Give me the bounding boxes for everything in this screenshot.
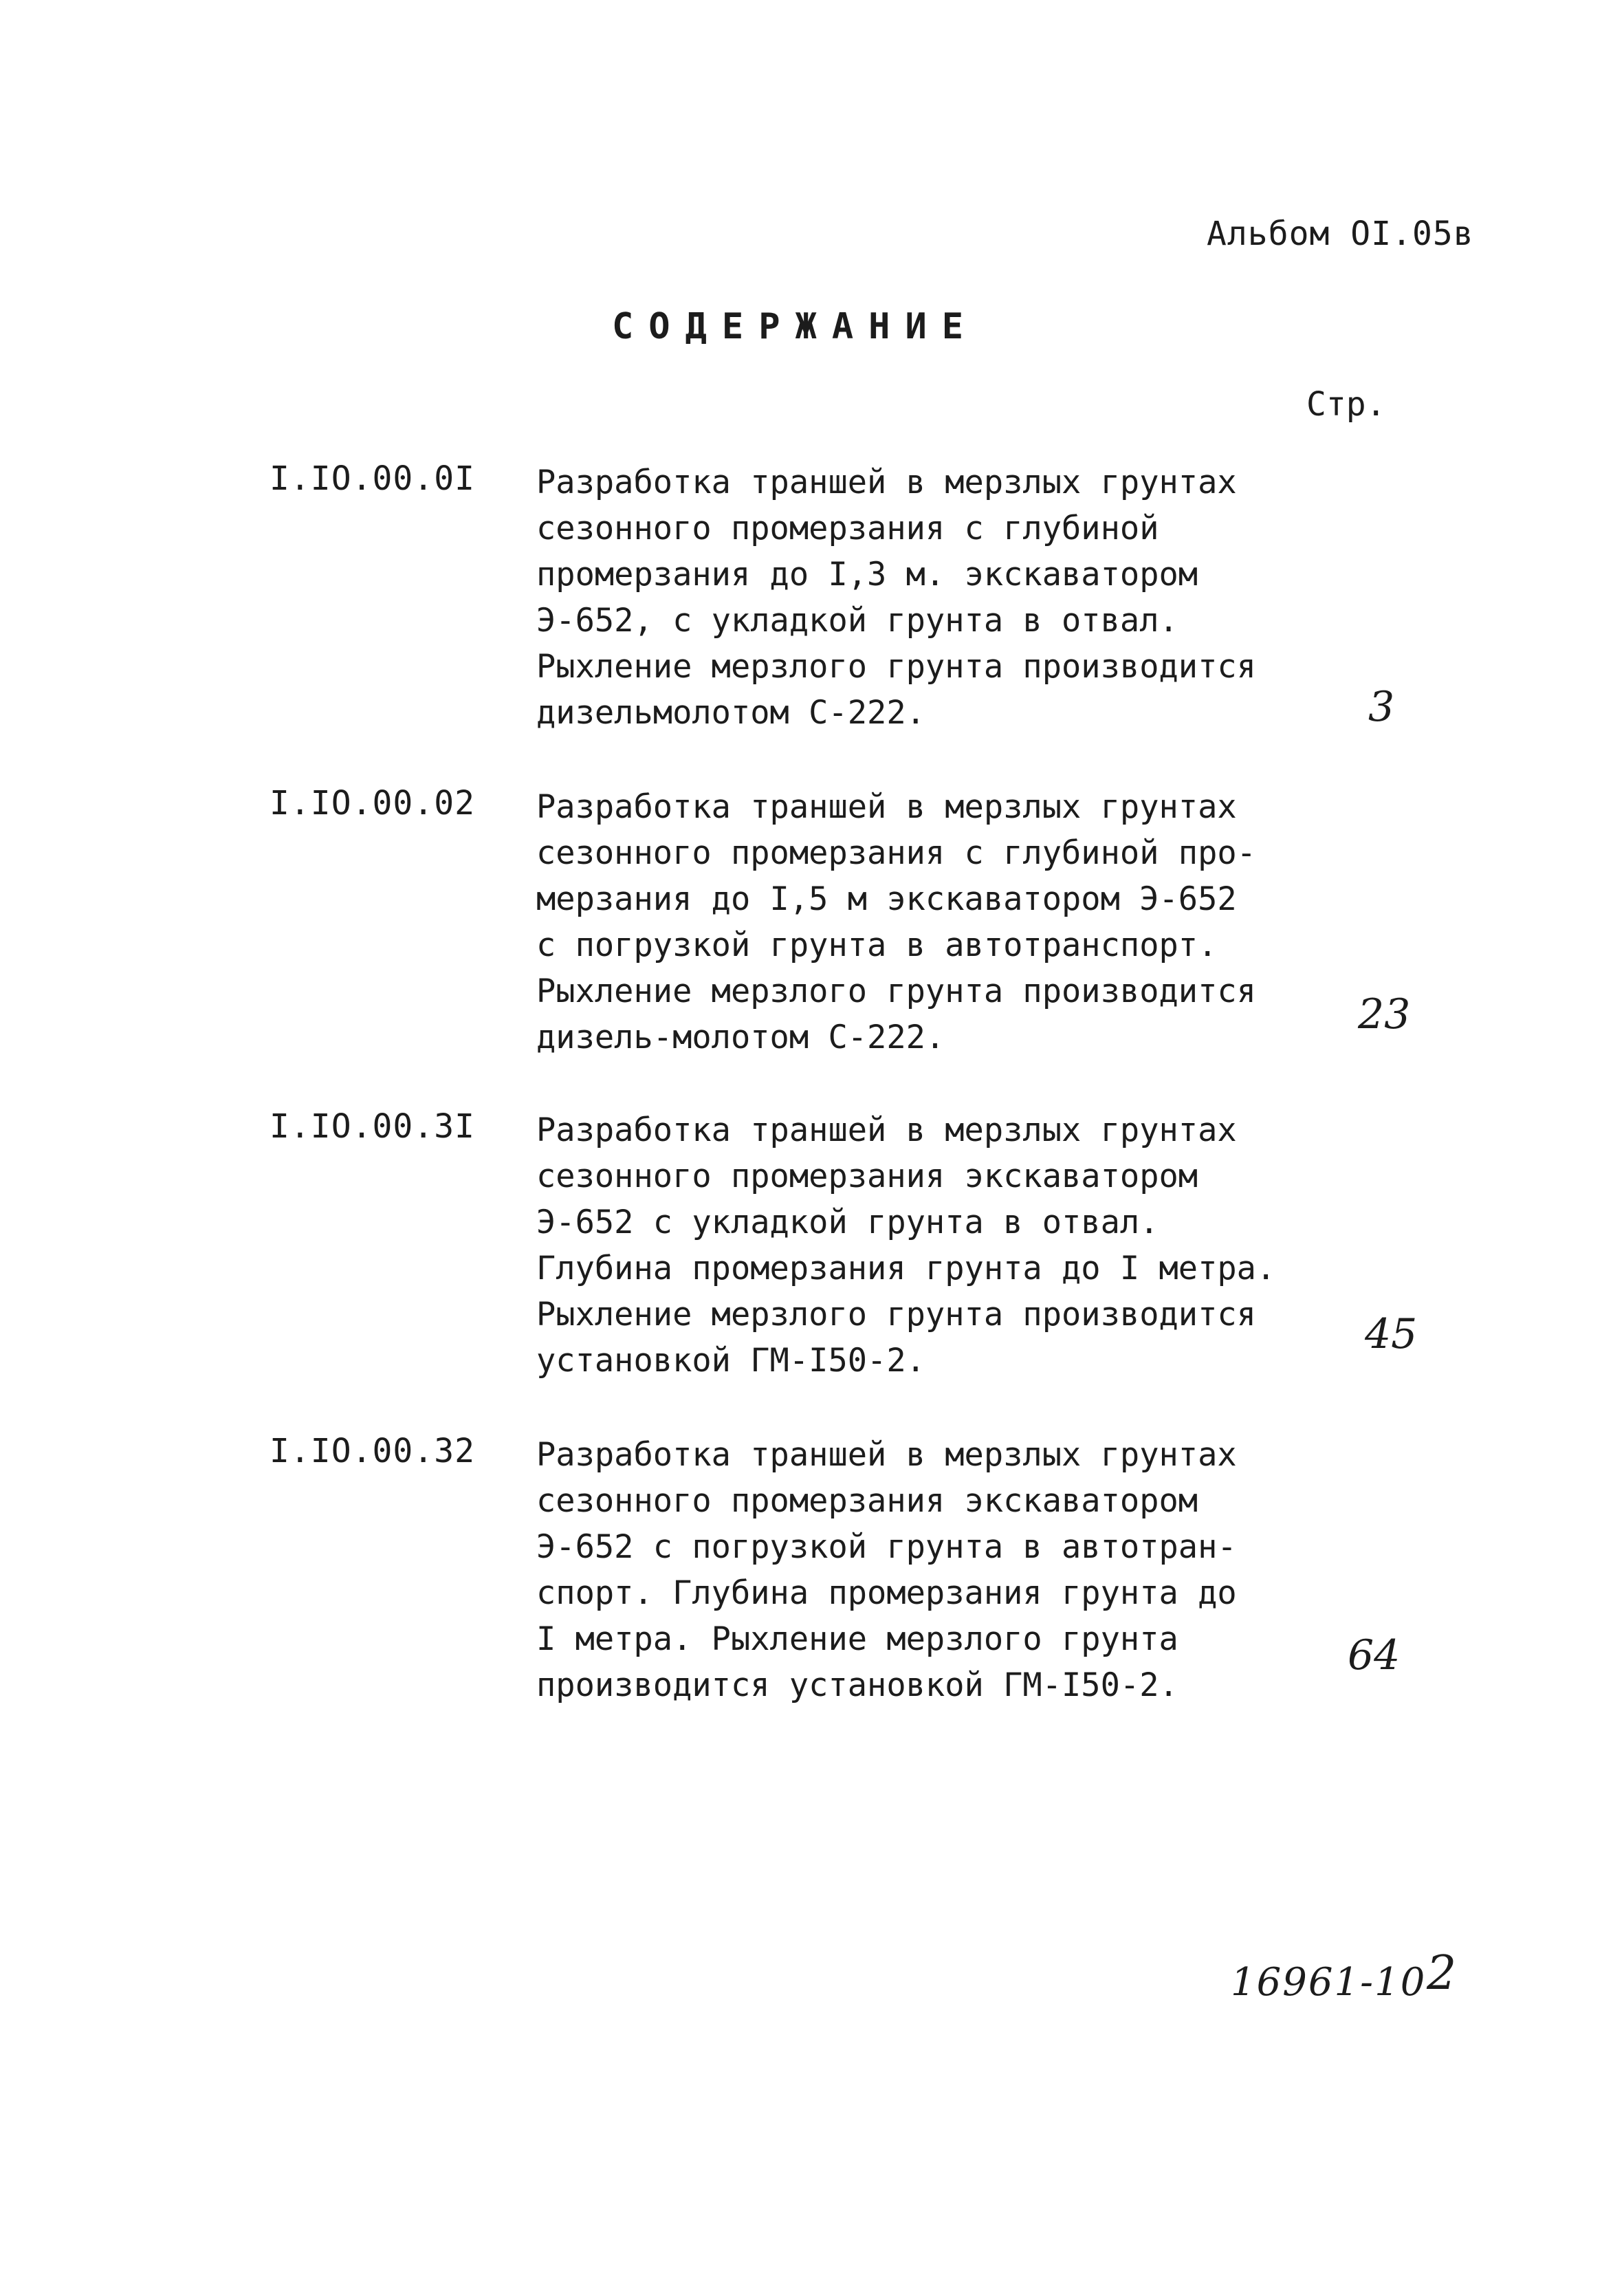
description-line: Э-652 с погрузкой грунта в автотран-	[536, 1528, 1237, 1566]
description-line: Разработка траншей в мерзлых грунтах	[536, 464, 1237, 501]
description-line: мерзания до I,5 м экскаватором Э-652	[536, 880, 1237, 918]
entry-description	[536, 784, 1306, 1060]
entry-page-number: 23	[1358, 990, 1411, 1038]
description-line: Глубина промерзания грунта до I метра.	[536, 1250, 1276, 1287]
entry-code: I.IO.00.3I	[270, 1107, 475, 1146]
description-line: спорт. Глубина промерзания грунта до	[536, 1574, 1237, 1612]
description-line: Разработка траншей в мерзлых грунтах	[536, 1111, 1237, 1149]
description-line: сезонного промерзания экскаватором	[536, 1482, 1198, 1520]
description-line: установкой ГМ-I50-2.	[536, 1342, 925, 1380]
description-line: Разработка траншей в мерзлых грунтах	[536, 788, 1237, 826]
entry-description	[536, 1107, 1306, 1384]
entry-code: I.IO.00.02	[270, 784, 475, 823]
description-line: дизель-молотом С-222.	[536, 1019, 945, 1056]
document-code: 16961-10	[1231, 1960, 1427, 2005]
description-line: I метра. Рыхление мерзлого грунта	[536, 1620, 1178, 1658]
description-line: Э-652, с укладкой грунта в отвал.	[536, 602, 1178, 640]
description-line: сезонного промерзания с глубиной	[536, 510, 1159, 547]
description-line: Разработка траншей в мерзлых грунтах	[536, 1436, 1237, 1474]
entry-page-number: 64	[1348, 1631, 1401, 1679]
description-line: Рыхление мерзлого грунта производится	[536, 972, 1256, 1010]
entry-code: I.IO.00.0I	[270, 459, 475, 498]
description-line: сезонного промерзания с глубиной про-	[536, 834, 1256, 872]
page-column-header: Стр.	[1306, 385, 1386, 424]
description-line: производится установкой ГМ-I50-2.	[536, 1666, 1178, 1704]
entry-page-number: 45	[1365, 1310, 1418, 1358]
entry-description	[536, 1432, 1306, 1708]
description-line: промерзания до I,3 м. экскаватором	[536, 556, 1198, 594]
entry-code: I.IO.00.32	[270, 1432, 475, 1470]
description-line: Э-652 с укладкой грунта в отвал.	[536, 1204, 1159, 1241]
description-line: с погрузкой грунта в автотранспорт.	[536, 926, 1218, 964]
description-line: Рыхление мерзлого грунта производится	[536, 648, 1256, 686]
album-label: Альбом OI.05в	[1207, 215, 1474, 253]
sheet-number: 2	[1427, 1946, 1457, 2001]
entry-description	[536, 459, 1306, 736]
entry-page-number: 3	[1368, 683, 1395, 731]
description-line: сезонного промерзания экскаватором	[536, 1157, 1198, 1195]
description-line: дизельмолотом С-222.	[536, 694, 925, 732]
page-title: СОДЕРЖАНИЕ	[612, 306, 979, 347]
description-line: Рыхление мерзлого грунта производится	[536, 1296, 1256, 1334]
